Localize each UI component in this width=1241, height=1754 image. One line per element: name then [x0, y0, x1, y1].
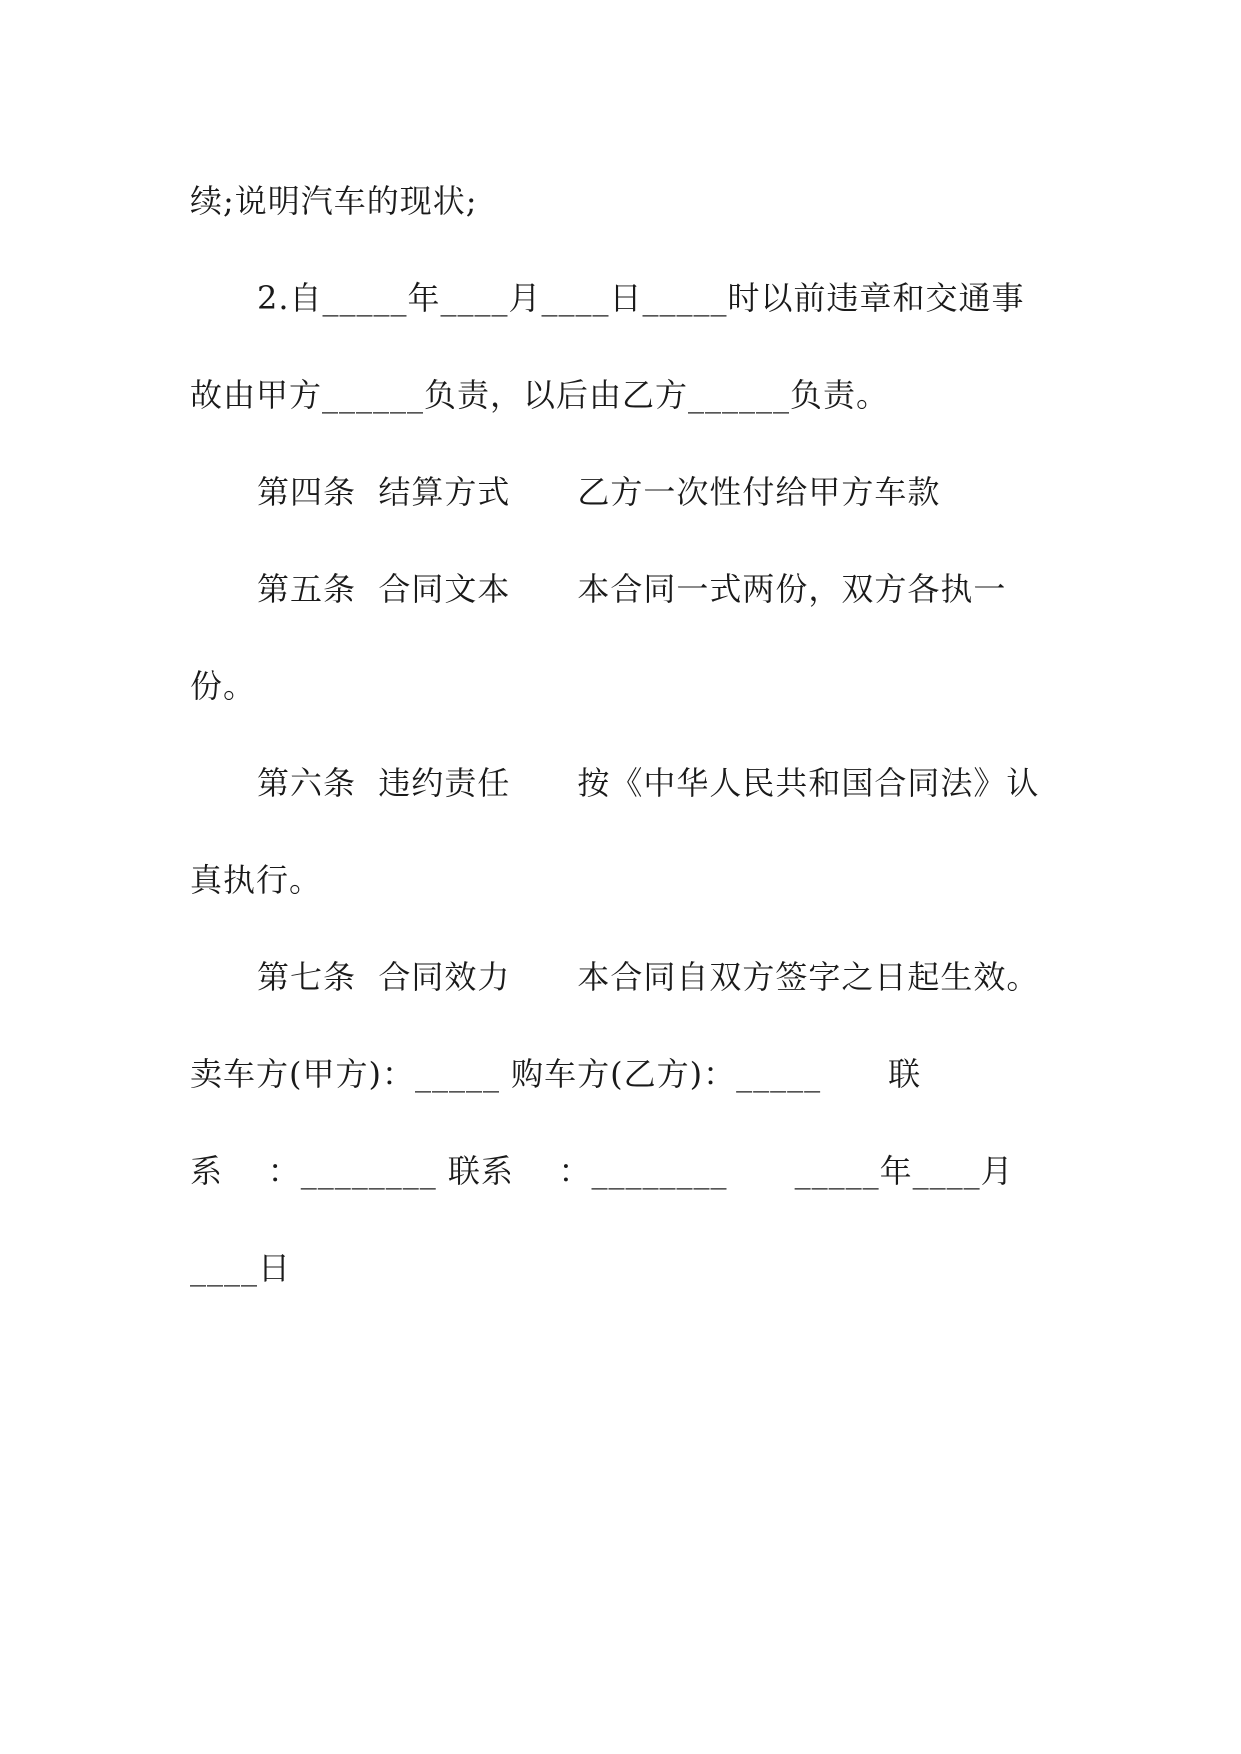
text-line-2: 2.自_____年____月____日_____时以前违章和交通事 — [257, 279, 1025, 317]
text-line-1: 续;说明汽车的现状; — [190, 182, 478, 220]
article-6-line: 第六条 违约责任 按《中华人民共和国合同法》认 — [257, 764, 1040, 802]
text-line-3: 故由甲方______负责，以后由乙方______负责。 — [190, 376, 890, 414]
text-line-8: 真执行。 — [190, 861, 323, 899]
date-line: ____日 — [190, 1249, 292, 1287]
article-5-line: 第五条 合同文本 本合同一式两份，双方各执一 — [257, 570, 1007, 608]
contact-line: 系 ：________ 联系 ：________ _____年____月 — [190, 1152, 1014, 1190]
text-line-6: 份。 — [190, 667, 257, 705]
article-4-line: 第四条 结算方式 乙方一次性付给甲方车款 — [257, 473, 941, 511]
signature-parties-line: 卖车方(甲方)：_____ 购车方(乙方)：_____ 联 — [190, 1055, 922, 1093]
article-7-line: 第七条 合同效力 本合同自双方签字之日起生效。 — [257, 958, 1040, 996]
